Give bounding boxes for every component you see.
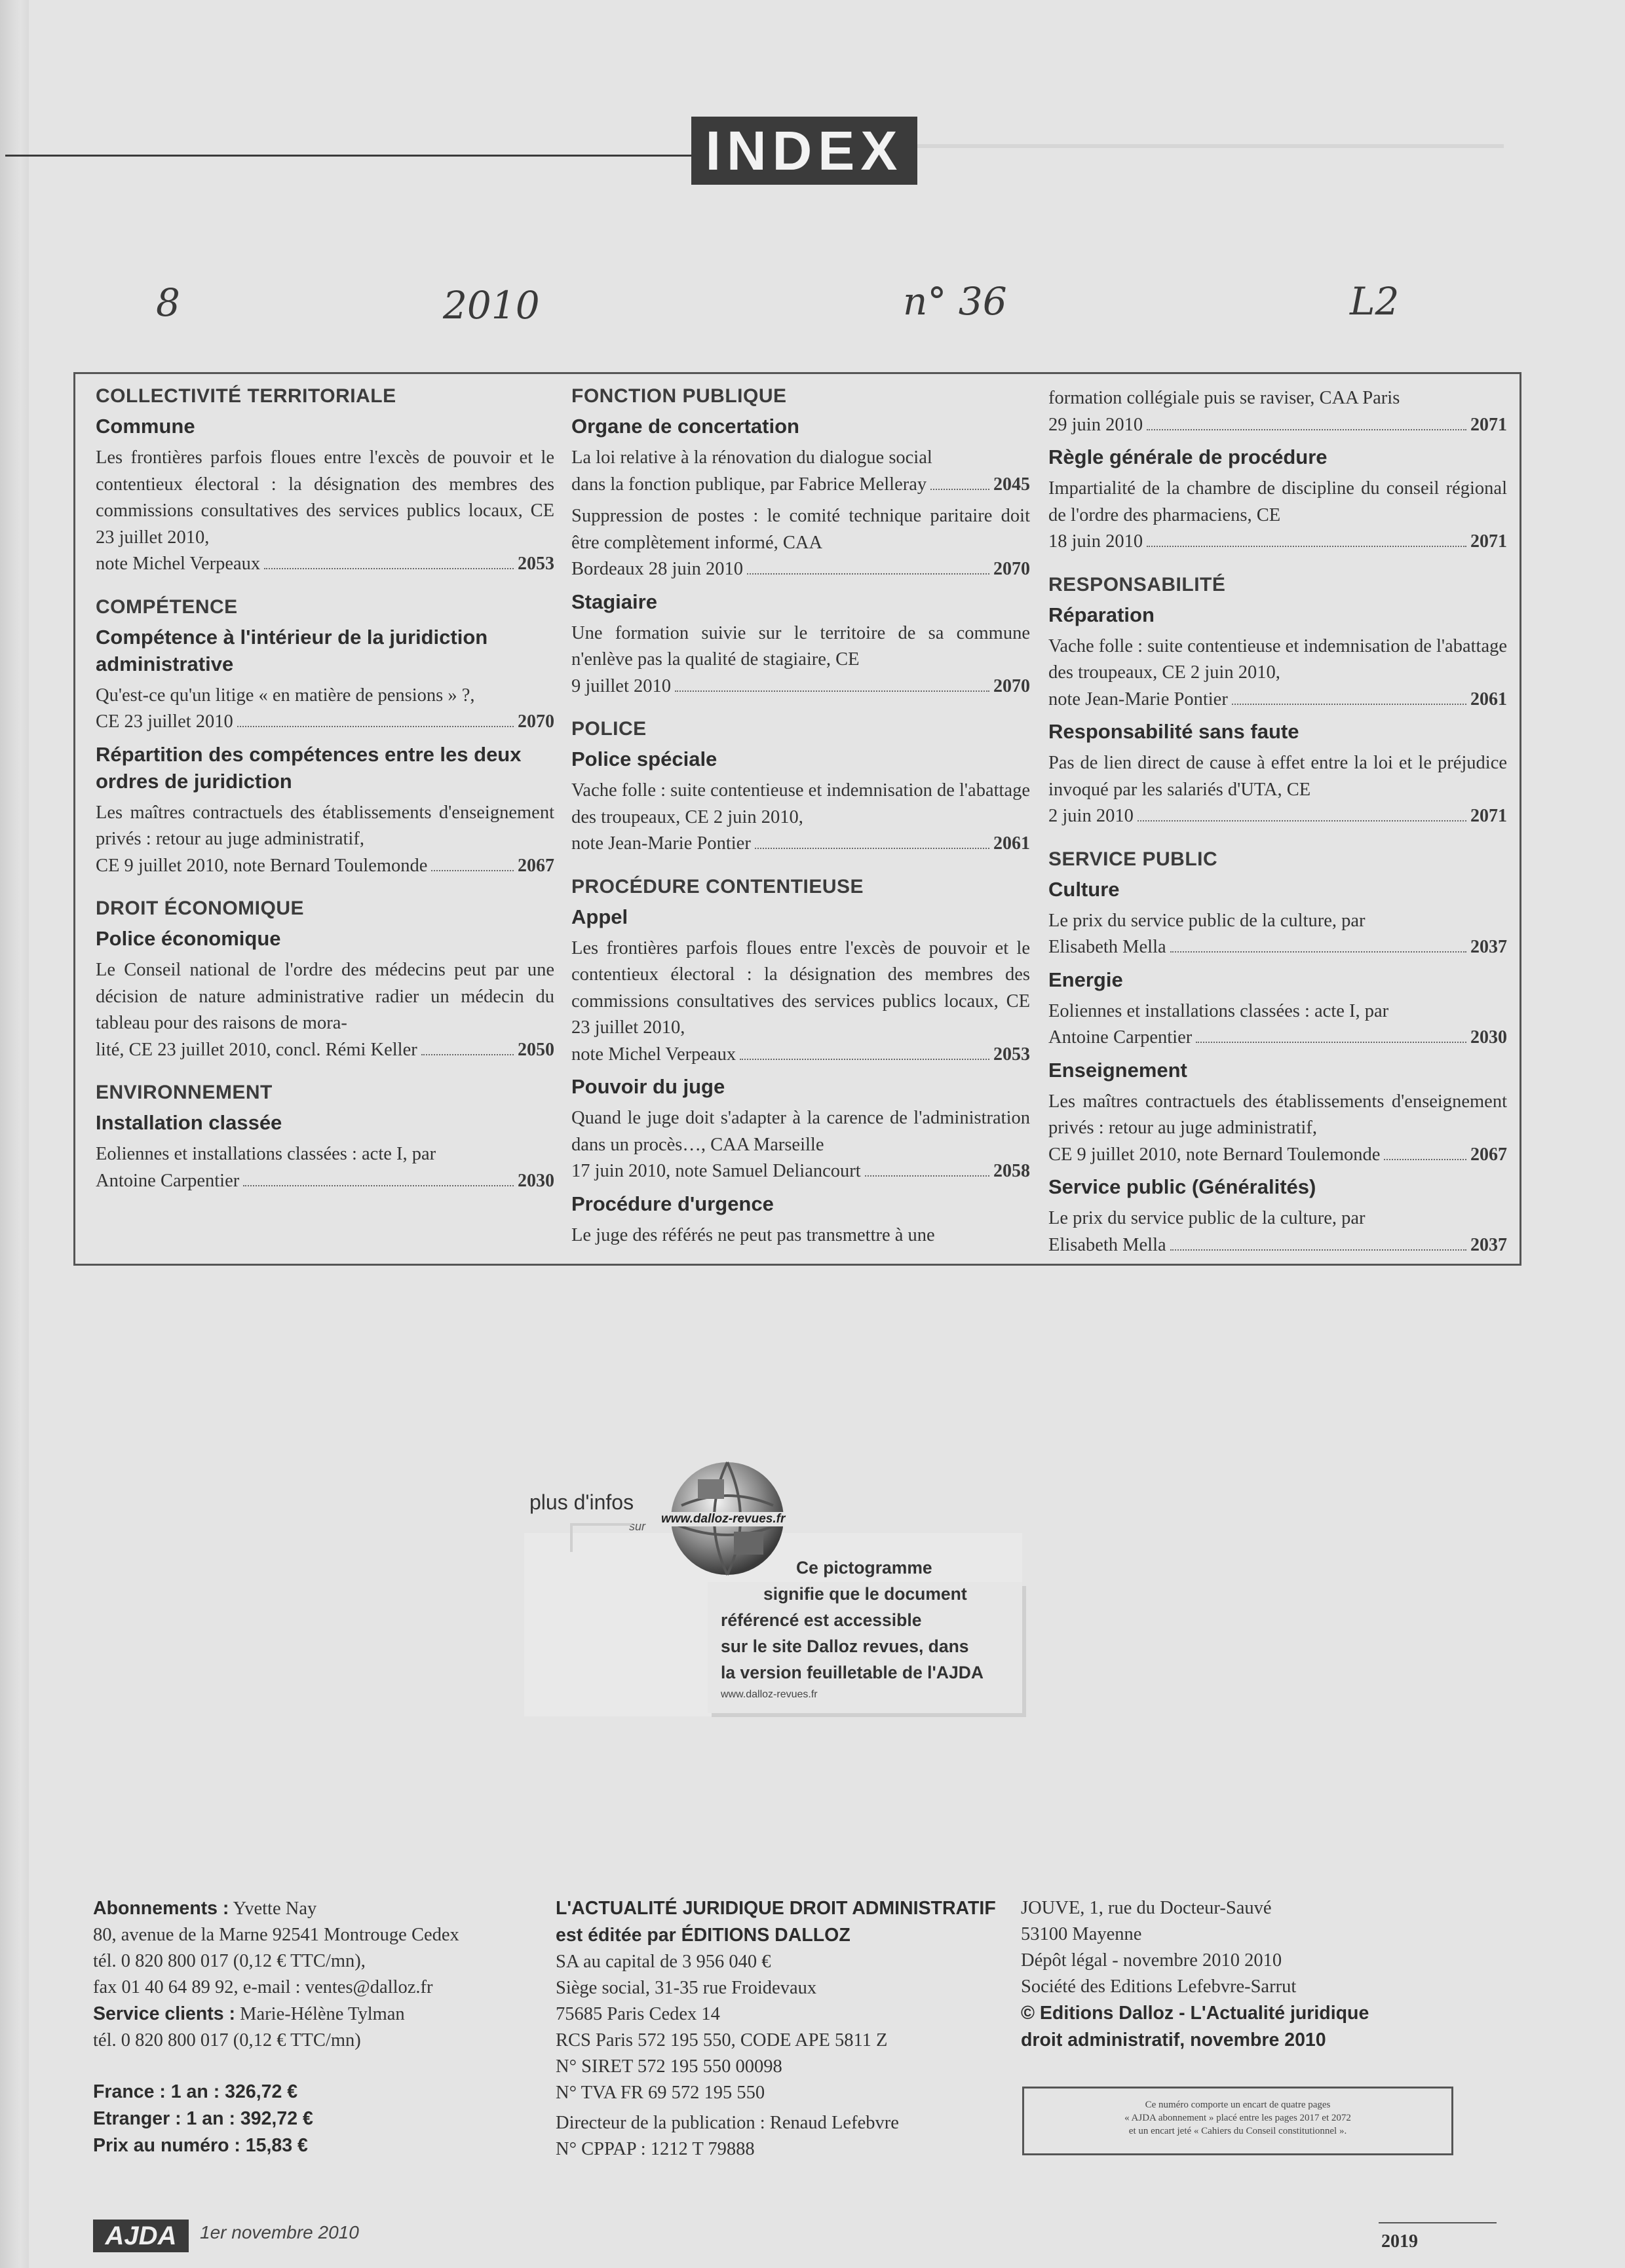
page-number: 2037 bbox=[1470, 937, 1507, 957]
issue-date: 1er novembre 2010 bbox=[200, 2222, 359, 2242]
plus-sign-decor bbox=[570, 1523, 632, 1552]
subsection-heading: Service public (Généralités) bbox=[1048, 1175, 1316, 1198]
index-entry: Qu'est-ce qu'un litige « en matière de pensions » ?, CE 23 juillet 2010 2070 bbox=[96, 683, 554, 736]
subsection-heading: Organe de concertation bbox=[571, 415, 799, 438]
footer-printer: JOUVE, 1, rue du Docteur-Sauvé 53100 Mayenne Dépôt légal - novembre 2010 2010 Société des Editions Lefebvre-Sarrut © Editions Dalloz - L'Actualité juridique droit administratif, novembre 2010 bbox=[1021, 1898, 1369, 2051]
index-entry: Les frontières parfois floues entre l'excès de pouvoir et le contentieux électoral : la désignation des membres des commissions consultatives des services publics locaux, CE 23 juillet 2010, note Michel Verpeaux 2053 bbox=[571, 936, 1030, 1068]
handwritten-month: 8 bbox=[156, 280, 180, 325]
price-france: France : 1 an : 326,72 € bbox=[93, 2081, 298, 2102]
ajda-logo: AJDA bbox=[93, 2220, 189, 2252]
index-entry: La loi relative à la rénovation du dialogue social dans la fonction publique, par Fabrice Melleray 2045 bbox=[571, 445, 1030, 498]
page-number: 2061 bbox=[1470, 689, 1507, 709]
page-number: 2071 bbox=[1470, 531, 1507, 552]
index-entry: Quand le juge doit s'adapter à la carence de l'administration dans un procès…, CAA Marseille 17 juin 2010, note Samuel Deliancourt 2058 bbox=[571, 1105, 1030, 1185]
subsection-heading: Pouvoir du juge bbox=[571, 1075, 725, 1098]
index-column-2 bbox=[571, 385, 1030, 1254]
footer-subscriptions: Abonnements : Yvette Nay 80, avenue de la Marne 92541 Montrouge Cedex tél. 0 820 800 017 (0,12 € TTC/mn), fax 01 40 64 89 92, e-mail : ventes@dalloz.fr Service clients : Marie-Hélène Tylman tél. 0 820 800 017 (0,12 € TTC/mn) France : 1 an : 326,72 € Etranger : 1 an : 392,72 € Prix au numéro : 15,83 € bbox=[93, 1898, 459, 2156]
index-entry: Le juge des référés ne peut pas transmettre à une bbox=[571, 1224, 935, 1245]
section-heading: FONCTION PUBLIQUE bbox=[571, 385, 787, 407]
index-entry: Eoliennes et installations classées : acte I, par Antoine Carpentier 2030 bbox=[1048, 998, 1507, 1051]
page-number: 2070 bbox=[993, 675, 1030, 696]
subsection-heading: Répartition des compétences entre les deux ordres de juridiction bbox=[96, 742, 522, 793]
subsection-heading: Appel bbox=[571, 905, 628, 928]
page-number: 2070 bbox=[518, 711, 554, 732]
subsection-heading: Stagiaire bbox=[571, 590, 657, 613]
page-number: 2058 bbox=[993, 1161, 1030, 1181]
index-entry: Une formation suivie sur le territoire de sa commune n'enlève pas la qualité de stagiaire, CE 9 juillet 2010 2070 bbox=[571, 620, 1030, 700]
page-number: 2045 bbox=[993, 474, 1030, 495]
handwritten-issue: n° 36 bbox=[903, 279, 1007, 324]
pictogram-explanation: Ce pictogramme signifie que le document référencé est accessible sur le site Dalloz revues, dans la version feuilletable de l'AJDA bbox=[721, 1558, 984, 1682]
index-entry: Les frontières parfois floues entre l'excès de pouvoir et le contentieux électoral : la désignation des membres des commissions consultatives des services publics locaux, CE 23 juillet 2010, note Michel Verpeaux 2053 bbox=[96, 445, 554, 578]
subsection-heading: Procédure d'urgence bbox=[571, 1192, 774, 1215]
page-number: 2061 bbox=[993, 833, 1030, 854]
promo-small-url: www.dalloz-revues.fr bbox=[721, 1689, 818, 1700]
index-entry: Le prix du service public de la culture, par Elisabeth Mella 2037 bbox=[1048, 1205, 1507, 1258]
index-entry: Suppression de postes : le comité technique paritaire doit être complètement informé, CAA Bordeaux 28 juin 2010 2070 bbox=[571, 503, 1030, 583]
sur-label: sur bbox=[629, 1520, 646, 1533]
index-column-1 bbox=[96, 385, 554, 1200]
index-title: INDEX bbox=[691, 117, 917, 185]
page-number: 2030 bbox=[518, 1170, 554, 1191]
subsection-heading: Police économique bbox=[96, 927, 281, 950]
section-heading: COLLECTIVITÉ TERRITORIALE bbox=[96, 385, 396, 407]
page-number: 2053 bbox=[993, 1044, 1030, 1065]
section-heading: PROCÉDURE CONTENTIEUSE bbox=[571, 875, 864, 898]
index-entry: Eoliennes et installations classées : acte I, par Antoine Carpentier 2030 bbox=[96, 1141, 554, 1194]
page-binding bbox=[0, 0, 29, 2268]
handwritten-year: 2010 bbox=[443, 283, 540, 328]
subsection-heading: Enseignement bbox=[1048, 1058, 1187, 1082]
price-etranger: Etranger : 1 an : 392,72 € bbox=[93, 2108, 313, 2129]
plus-infos-label: plus d'infos bbox=[529, 1490, 634, 1514]
footer-publisher: L'ACTUALITÉ JURIDIQUE DROIT ADMINISTRATIF est éditée par ÉDITIONS DALLOZ SA au capital de 3 956 040 € Siège social, 31-35 rue Froidevaux 75685 Paris Cedex 14 RCS Paris 572 195 550, CODE APE 5811 Z N° SIRET 572 195 550 00098 N° TVA FR 69 572 195 550 Directeur de la publication : Renaud Lefebvre N° CPPAP : 1212 T 79888 bbox=[556, 1898, 996, 2159]
section-heading: DROIT ÉCONOMIQUE bbox=[96, 898, 305, 919]
handwritten-ref: L2 bbox=[1350, 279, 1400, 324]
page-number-footer: 2019 bbox=[1381, 2231, 1418, 2252]
index-entry: Vache folle : suite contentieuse et indemnisation de l'abattage des troupeaux, CE 2 juin 2010, note Jean-Marie Pontier 2061 bbox=[571, 778, 1030, 858]
page-number-rule bbox=[1379, 2222, 1497, 2223]
page-number: 2070 bbox=[993, 559, 1030, 579]
page-number: 2037 bbox=[1470, 1234, 1507, 1255]
index-entry-continued: formation collégiale puis se raviser, CAA Paris 29 juin 2010 2071 bbox=[1048, 385, 1507, 438]
index-entry: Le Conseil national de l'ordre des médecins peut par une décision de nature administrative radier un médecin du tableau pour des raisons de mora- lité, CE 23 juillet 2010, concl. Rémi Keller 2050 bbox=[96, 957, 554, 1063]
page-number: 2050 bbox=[518, 1039, 554, 1060]
index-entry: Le prix du service public de la culture, par Elisabeth Mella 2037 bbox=[1048, 908, 1507, 961]
subsection-heading: Règle générale de procédure bbox=[1048, 445, 1328, 468]
page-number: 2030 bbox=[1470, 1027, 1507, 1048]
index-entry: Vache folle : suite contentieuse et indemnisation de l'abattage des troupeaux, CE 2 juin 2010, note Jean-Marie Pontier 2061 bbox=[1048, 633, 1507, 713]
section-heading: SERVICE PUBLIC bbox=[1048, 848, 1218, 870]
price-issue: Prix au numéro : 15,83 € bbox=[93, 2135, 308, 2156]
insert-notice: Ce numéro comporte un encart de quatre pages « AJDA abonnement » placé entre les pages 2017 et 2072 et un encart jeté « Cahiers du Conseil constitutionnel ». bbox=[1022, 2087, 1453, 2155]
subsection-heading: Compétence à l'intérieur de la juridiction administrative bbox=[96, 625, 488, 675]
subsection-heading: Police spéciale bbox=[571, 747, 717, 770]
subsection-heading: Réparation bbox=[1048, 603, 1155, 626]
page-number: 2053 bbox=[518, 554, 554, 574]
header-rule bbox=[5, 155, 697, 157]
index-entry: Les maîtres contractuels des établissements d'enseignement privés : retour au juge administratif, CE 9 juillet 2010, note Bernard Toulemonde 2067 bbox=[96, 800, 554, 880]
page-number: 2071 bbox=[1470, 414, 1507, 435]
promo-url: www.dalloz-revues.fr bbox=[659, 1512, 788, 1526]
index-entry: Les maîtres contractuels des établissements d'enseignement privés : retour au juge administratif, CE 9 juillet 2010, note Bernard Toulemonde 2067 bbox=[1048, 1089, 1507, 1169]
subsection-heading: Commune bbox=[96, 415, 195, 438]
section-heading: RESPONSABILITÉ bbox=[1048, 573, 1226, 595]
subsection-heading: Energie bbox=[1048, 968, 1123, 991]
header-rule-faint bbox=[914, 144, 1504, 148]
subsection-heading: Culture bbox=[1048, 877, 1120, 901]
subsection-heading: Installation classée bbox=[96, 1111, 282, 1134]
subsection-heading: Responsabilité sans faute bbox=[1048, 720, 1299, 743]
index-entry: Impartialité de la chambre de discipline du conseil régional de l'ordre des pharmaciens, CE 18 juin 2010 2071 bbox=[1048, 476, 1507, 556]
page-number: 2071 bbox=[1470, 806, 1507, 826]
section-heading: ENVIRONNEMENT bbox=[96, 1082, 273, 1103]
section-heading: COMPÉTENCE bbox=[96, 595, 238, 618]
index-entry: Pas de lien direct de cause à effet entre la loi et le préjudice invoqué par les salariés d'UTA, CE 2 juin 2010 2071 bbox=[1048, 750, 1507, 830]
section-heading: POLICE bbox=[571, 718, 647, 740]
page-number: 2067 bbox=[1470, 1144, 1507, 1165]
index-column-3 bbox=[1048, 385, 1507, 1264]
page-number: 2067 bbox=[518, 855, 554, 876]
